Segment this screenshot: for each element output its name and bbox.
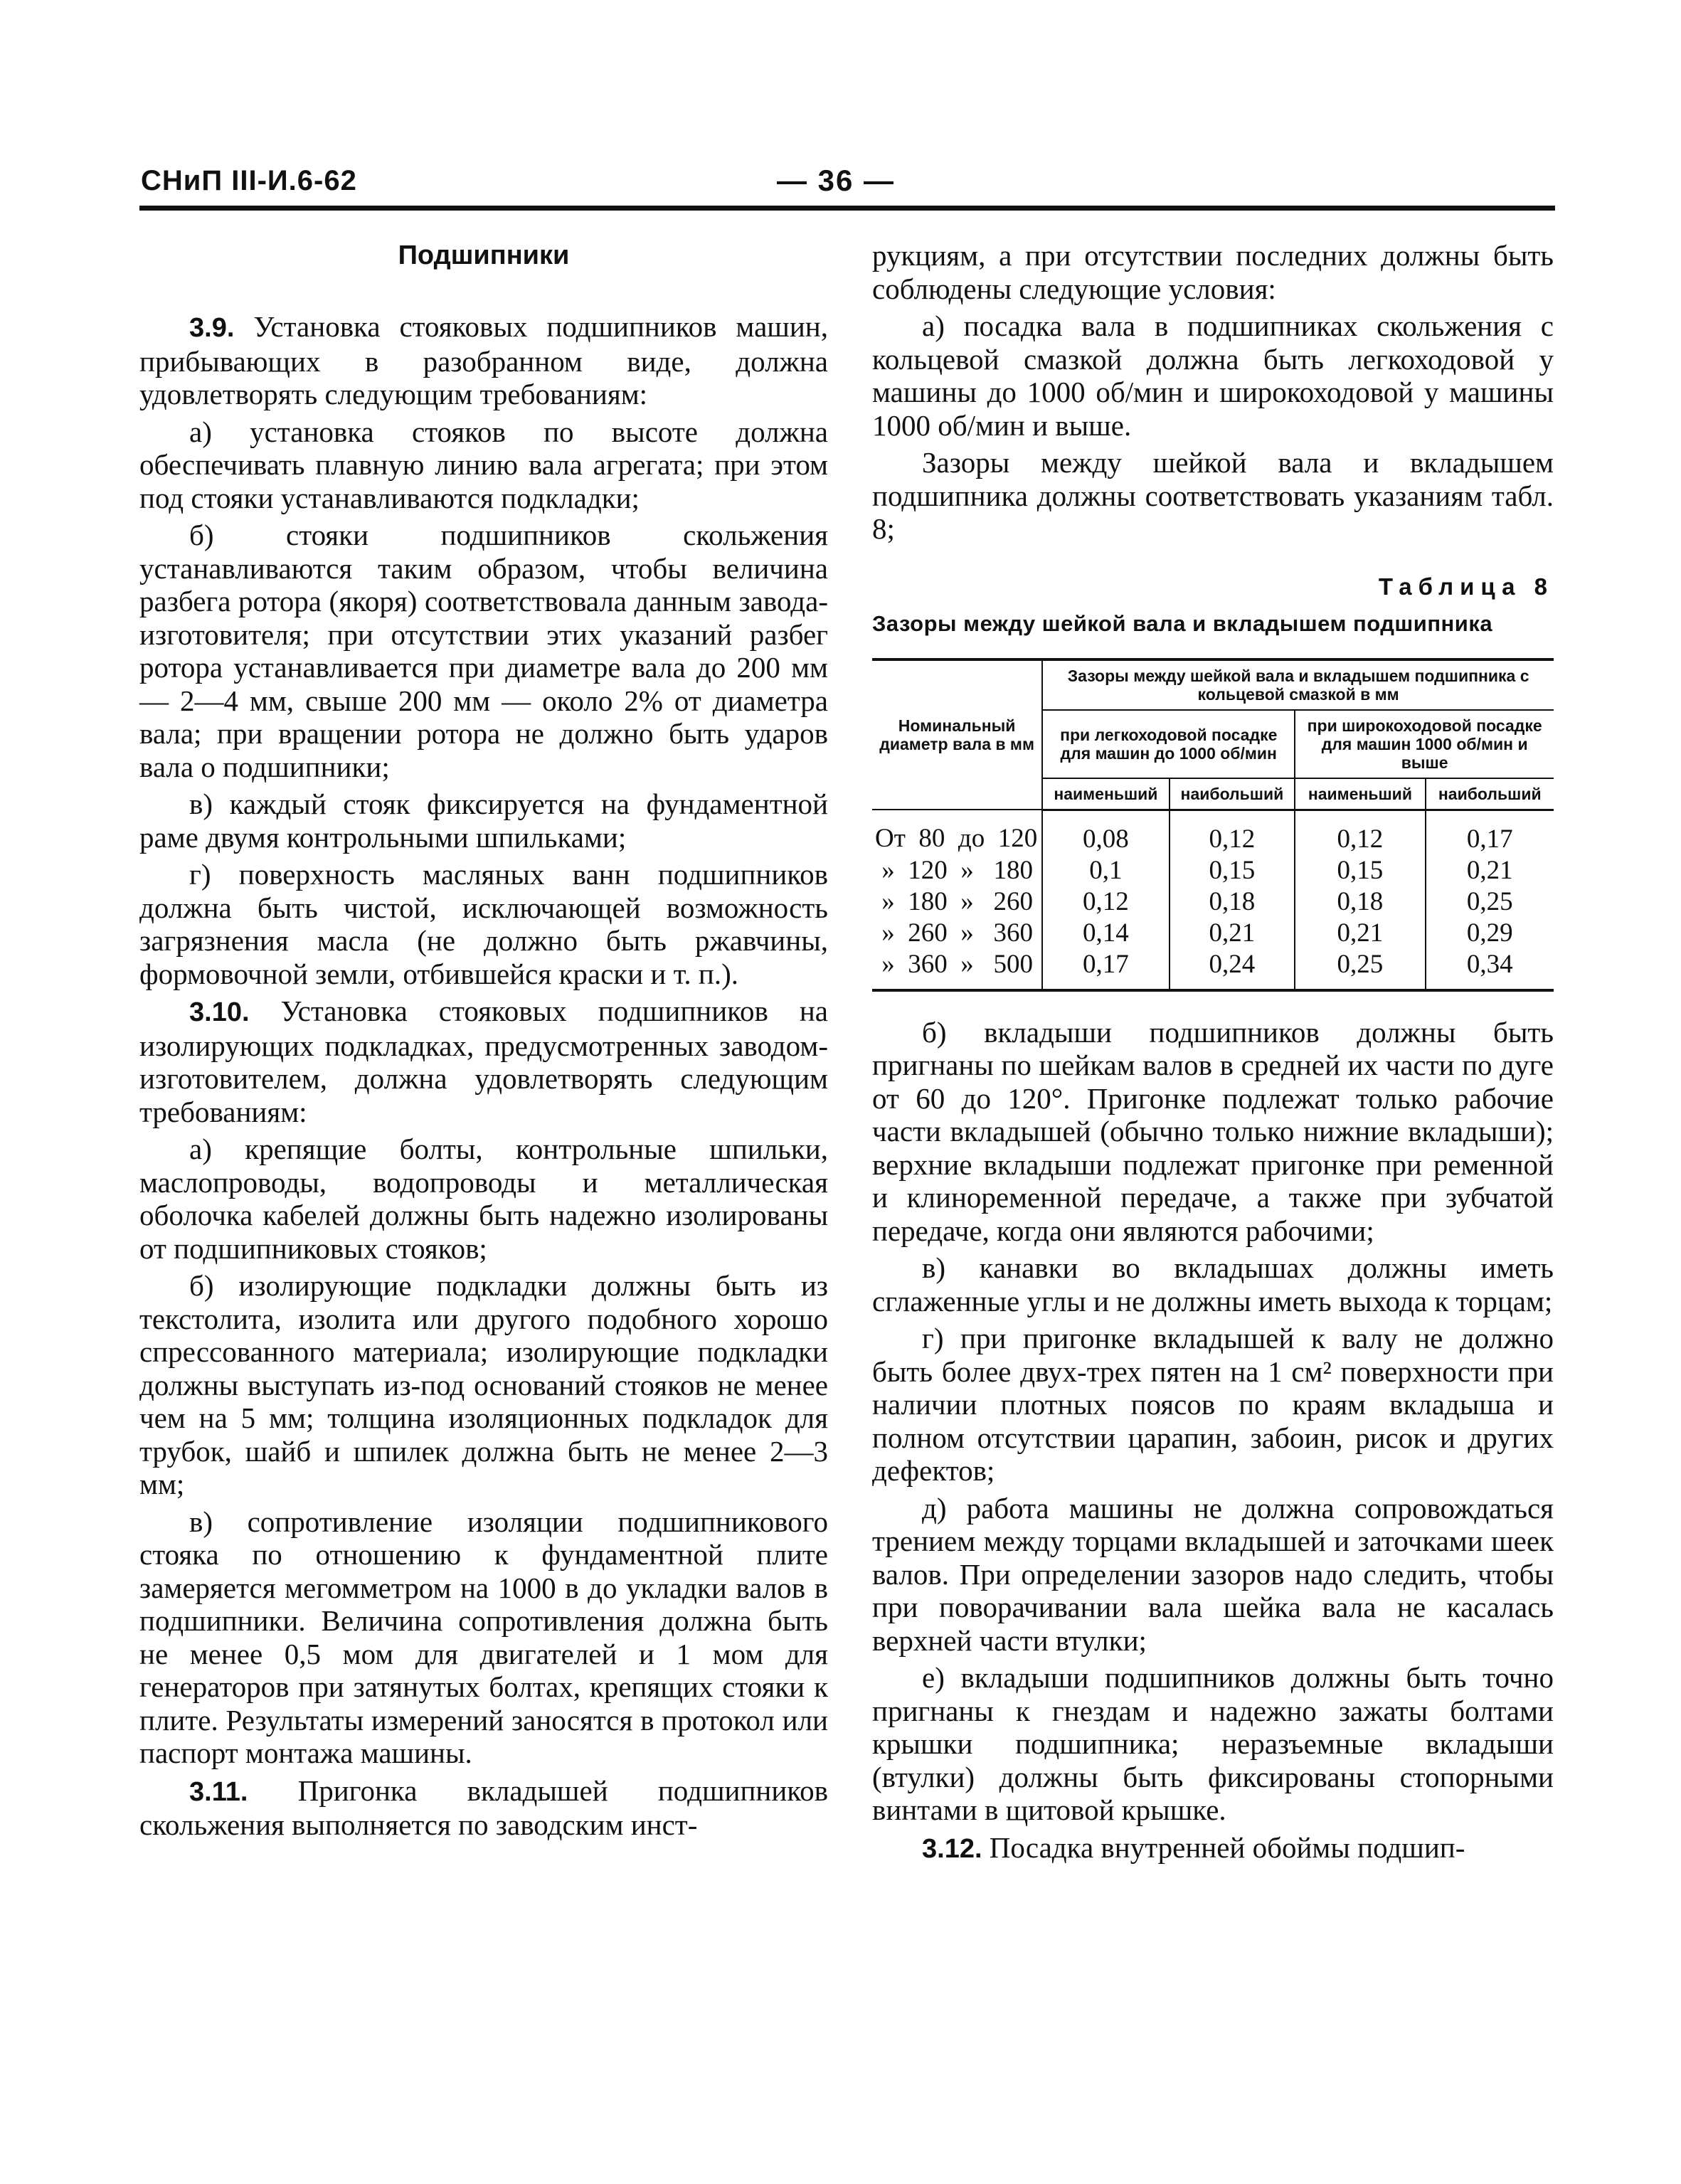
cell-clearance-value: 0,17	[1042, 949, 1169, 990]
paragraph-text: а) посадка вала в подшипниках скольжения с кольцевой смазкой должна быть легкоходовой у машины до 1000 об/мин и широкоходовой у машины 1000 об/мин и выше.	[872, 309, 1554, 442]
paragraph-text: г) при пригонке вкладышей к валу не должно быть более двух-трех пятен на 1 см² поверхности при наличии плотных поясов по краям вкладыша и полном отсутствии царапин, забоин, рисок и других дефектов;	[872, 1322, 1554, 1487]
paragraph-text: Установка стояковых подшипников на изолирующих подкладках, предусмотренных заводом-изготовителем, должна удовлетворять следующим требованиям:	[139, 995, 828, 1128]
cell-clearance-value: 0,12	[1295, 810, 1425, 855]
paragraph	[139, 1774, 828, 1842]
cell-diameter-range: » 360 » 500	[872, 949, 1042, 990]
column-header-wide-fit: при широкоходовой посадке для машин 1000 об/мин и выше	[1295, 710, 1554, 778]
paragraph-text: рукциям, а при отсутствии последних должны быть соблюдены следующие условия:	[872, 239, 1554, 305]
cell-clearance-value: 0,25	[1426, 886, 1554, 918]
cell-diameter-range: От 80 до 120	[872, 810, 1042, 855]
table-row	[872, 886, 1554, 918]
cell-clearance-value: 0,34	[1426, 949, 1554, 990]
cell-clearance-value: 0,21	[1295, 918, 1425, 949]
paragraph	[872, 1661, 1554, 1827]
left-column	[139, 239, 828, 1842]
paragraph-text: в) сопротивление изоляции подшипникового стояка по отношению к фундаментной плите замеряется мегомметром на 1000 в до укладки валов в подшипники. Величина сопротивления должна быть не менее 0,5 мом для двигателей и 1 мом для генераторов при затянутых болтах, крепящих стояки к плите. Результаты измерений заносятся в протокол или паспорт монтажа машины.	[139, 1505, 828, 1769]
paragraph-text: б) стояки подшипников скольжения устанавливаются таким образом, чтобы величина разбега ротора (якоря) соответствовала данным завода-изготовителя; при отсутствии этих указаний разбег ротора устанавливается при диаметре вала до 200 мм — 2—4 мм, свыше 200 мм — около 2% от диаметра вала; при вращении ротора не должно быть ударов вала о подшипники;	[139, 519, 828, 783]
left-paragraphs	[139, 310, 828, 1842]
paragraph-text: Установка стояковых подшипников машин, прибывающих в разобранном виде, должна удовлетворять следующим требованиям:	[139, 310, 828, 410]
paragraph-text: г) поверхность масляных ванн подшипников должна быть чистой, исключающей возможность загрязнения масла (не должно быть ржавчины, формовочной земли, отбившейся краски и т. п.).	[139, 858, 828, 990]
right-paragraphs-after-table	[872, 1016, 1554, 1866]
paragraph-text: а) крепящие болты, контрольные шпильки, маслопроводы, водопроводы и металлическая оболочка кабелей должны быть надежно изолированы от подшипниковых стояков;	[139, 1133, 828, 1265]
paragraph-text: б) изолирующие подкладки должны быть из текстолита, изолита или другого подобного хорошо спрессованного материала; изолирующие подкладки должны выступать из-под оснований стояков не менее чем на 5 мм; толщина изоляционных подкладок для трубок, шайб и шпилек должна быть не менее 2—3 мм;	[139, 1269, 828, 1500]
cell-diameter-range: » 260 » 360	[872, 918, 1042, 949]
paragraph	[139, 1269, 828, 1501]
clause-number: 3.10.	[189, 997, 250, 1027]
table-row	[872, 949, 1554, 990]
cell-clearance-value: 0,12	[1170, 810, 1295, 855]
column-header-light-fit: при легкоходовой посадке для машин до 1000 об/мин	[1042, 710, 1295, 778]
cell-clearance-value: 0,25	[1295, 949, 1425, 990]
table-label: Таблица 8	[1378, 573, 1554, 600]
column-header-max-light: наибольший	[1170, 778, 1295, 810]
paragraph-text: в) канавки во вкладышах должны иметь сглаженные углы и не должны иметь выхода к торцам;	[872, 1251, 1554, 1318]
cell-clearance-value: 0,08	[1042, 810, 1169, 855]
column-header-min-wide: наименьший	[1295, 778, 1425, 810]
paragraph	[872, 309, 1554, 442]
cell-diameter-range: » 180 » 260	[872, 886, 1042, 918]
cell-clearance-value: 0,1	[1042, 855, 1169, 886]
clause-number: 3.11.	[189, 1776, 248, 1807]
paragraph	[139, 858, 828, 990]
column-header-clearances: Зазоры между шейкой вала и вкладышем подшипника с кольцевой смазкой в мм	[1042, 659, 1554, 710]
cell-clearance-value: 0,18	[1170, 886, 1295, 918]
paragraph	[872, 1251, 1554, 1318]
table-body	[872, 810, 1554, 990]
cell-diameter-range: » 120 » 180	[872, 855, 1042, 886]
paragraph-text: а) установка стояков по высоте должна обеспечивать плавную линию вала агрегата; при этом под стояки устанавливаются подкладки;	[139, 415, 828, 514]
cell-clearance-value: 0,12	[1042, 886, 1169, 918]
right-column	[872, 239, 1554, 1865]
cell-clearance-value: 0,18	[1295, 886, 1425, 918]
paragraph	[139, 415, 828, 515]
clearance-table	[872, 658, 1554, 992]
paragraph	[139, 995, 828, 1128]
cell-clearance-value: 0,21	[1170, 918, 1295, 949]
cell-clearance-value: 0,24	[1170, 949, 1295, 990]
cell-clearance-value: 0,17	[1426, 810, 1554, 855]
paragraph-text: в) каждый стояк фиксируется на фундаментной раме двумя контрольными шпильками;	[139, 788, 828, 854]
paragraph	[872, 1322, 1554, 1488]
table-title: Зазоры между шейкой вала и вкладышем подшипника	[872, 610, 1493, 636]
cell-clearance-value: 0,29	[1426, 918, 1554, 949]
paragraph	[872, 1492, 1554, 1658]
paragraph	[139, 1133, 828, 1265]
table-row	[872, 918, 1554, 949]
paragraph	[872, 446, 1554, 546]
cell-clearance-value: 0,15	[1295, 855, 1425, 886]
table-row	[872, 810, 1554, 855]
paragraph-text: б) вкладыши подшипников должны быть пригнаны по шейкам валов в средней их части по дуге от 60 до 120°. Пригонке подлежат только рабочие части вкладышей (обычно только нижние вкладыши); верхние вкладыши подлежат пригонке при ременной и клиноременной передаче, а также при зубчатой передаче, когда они являются рабочими;	[872, 1015, 1554, 1247]
paragraph	[139, 519, 828, 783]
page-number: — 36 —	[777, 164, 896, 197]
cell-clearance-value: 0,21	[1426, 855, 1554, 886]
right-paragraphs-before-table	[872, 239, 1554, 546]
paragraph	[872, 239, 1554, 305]
paragraph-text: Пригонка вкладышей подшипников скольжения выполняется по заводским инст-	[139, 1774, 828, 1841]
cell-clearance-value: 0,15	[1170, 855, 1295, 886]
paragraph	[139, 788, 828, 854]
column-header-nominal-diameter: Номинальный диаметр вала в мм	[872, 659, 1042, 810]
header-rule	[139, 206, 1555, 211]
section-title: Подшипники	[398, 240, 570, 270]
paragraph-text: Зазоры между шейкой вала и вкладышем подшипника должны соответствовать указаниям табл. 8;	[872, 446, 1554, 545]
paragraph	[139, 310, 828, 411]
paragraph-text: е) вкладыши подшипников должны быть точно пригнаны к гнездам и надежно зажаты болтами крышки подшипника; неразъемные вкладыши (втулки) должны быть фиксированы стопорными винтами в щитовой крышке.	[872, 1661, 1554, 1826]
column-header-max-wide: наибольший	[1426, 778, 1554, 810]
cell-clearance-value: 0,14	[1042, 918, 1169, 949]
table-row	[872, 855, 1554, 886]
document-code: СНиП III-И.6-62	[141, 165, 357, 196]
paragraph	[139, 1505, 828, 1770]
clause-number: 3.12.	[922, 1833, 982, 1864]
clause-number: 3.9.	[189, 313, 235, 343]
column-header-min-light: наименьший	[1042, 778, 1169, 810]
paragraph-text: Посадка внутренней обоймы подшип-	[982, 1830, 1465, 1864]
paragraph	[872, 1831, 1554, 1866]
paragraph	[872, 1016, 1554, 1248]
paragraph-text: д) работа машины не должна сопровождаться трением между торцами вкладышей и заточками шеек валов. При определении зазоров надо следить, чтобы при поворачивании вала шейка вала не касалась верхней части втулки;	[872, 1491, 1554, 1657]
